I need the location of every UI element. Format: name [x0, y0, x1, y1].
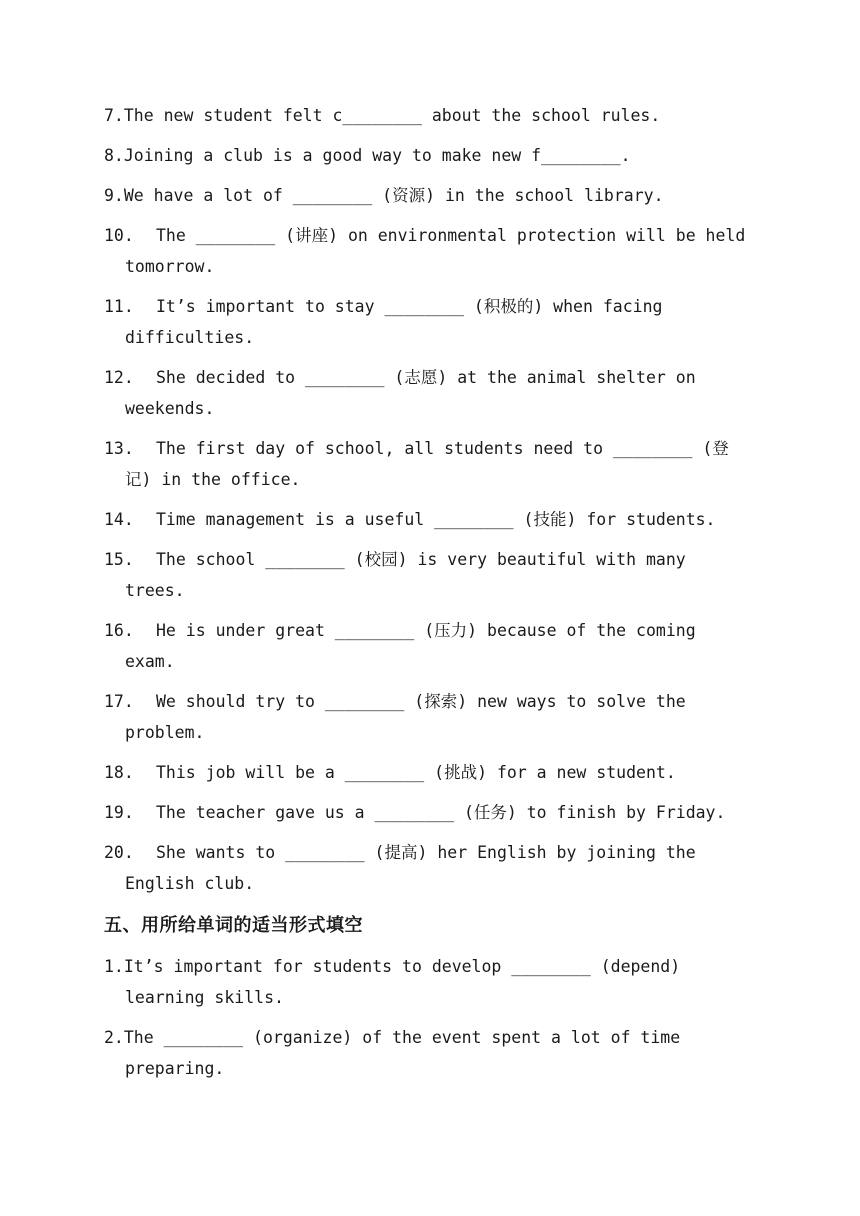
question-13 — [104, 433, 754, 495]
question-text: The teacher gave us a ________ (任务) to finish by Friday. — [156, 803, 726, 822]
question-number: 17. — [104, 692, 134, 711]
exercise-content — [104, 100, 754, 1093]
question-text: It’s important to stay ________ (积极的) when facing difficulties. — [125, 297, 663, 347]
question-18 — [104, 757, 754, 788]
question-text: We have a lot of ________ (资源) in the school library. — [123, 186, 664, 205]
question-5-1 — [104, 951, 754, 1013]
question-text: Joining a club is a good way to make new f________. — [123, 146, 631, 165]
question-8 — [104, 140, 754, 171]
question-number: 12. — [104, 368, 134, 387]
question-text: This job will be a ________ (挑战) for a new student. — [156, 763, 676, 782]
section-heading: 五、用所给单词的适当形式填空 — [104, 915, 363, 936]
question-number: 20. — [104, 843, 134, 862]
question-text: She decided to ________ (志愿) at the animal shelter on weekends. — [125, 368, 696, 418]
question-15 — [104, 544, 754, 606]
question-number: 2. — [104, 1028, 124, 1047]
question-text: The new student felt c________ about the school rules. — [123, 106, 661, 125]
question-text: It’s important for students to develop ________ (depend) learning skills. — [123, 957, 681, 1007]
question-text: He is under great ________ (压力) because of the coming exam. — [125, 621, 696, 671]
question-text: The ________ (organize) of the event spent a lot of time preparing. — [123, 1028, 681, 1078]
question-text: The first day of school, all students need to ________ (登记) in the office. — [125, 439, 729, 489]
question-text: She wants to ________ (提高) her English by joining the English club. — [125, 843, 696, 893]
question-text: The ________ (讲座) on environmental protection will be held tomorrow. — [125, 226, 746, 276]
question-20 — [104, 837, 754, 899]
question-16 — [104, 615, 754, 677]
question-number: 14. — [104, 510, 134, 529]
question-number: 1. — [104, 957, 124, 976]
question-number: 13. — [104, 439, 134, 458]
question-number: 7. — [104, 106, 124, 125]
question-number: 10. — [104, 226, 134, 245]
question-10 — [104, 220, 754, 282]
question-number: 19. — [104, 803, 134, 822]
question-19 — [104, 797, 754, 828]
question-number: 15. — [104, 550, 134, 569]
question-5-2 — [104, 1022, 754, 1084]
question-number: 8. — [104, 146, 124, 165]
question-9 — [104, 180, 754, 211]
question-number: 16. — [104, 621, 134, 640]
question-7 — [104, 100, 754, 131]
question-text: The school ________ (校园) is very beautiful with many trees. — [125, 550, 686, 600]
question-number: 18. — [104, 763, 134, 782]
question-number: 11. — [104, 297, 134, 316]
question-number: 9. — [104, 186, 124, 205]
question-14 — [104, 504, 754, 535]
question-text: We should try to ________ (探索) new ways to solve the problem. — [125, 692, 686, 742]
question-11 — [104, 291, 754, 353]
question-text: Time management is a useful ________ (技能) for students. — [156, 510, 716, 529]
question-17 — [104, 686, 754, 748]
question-12 — [104, 362, 754, 424]
